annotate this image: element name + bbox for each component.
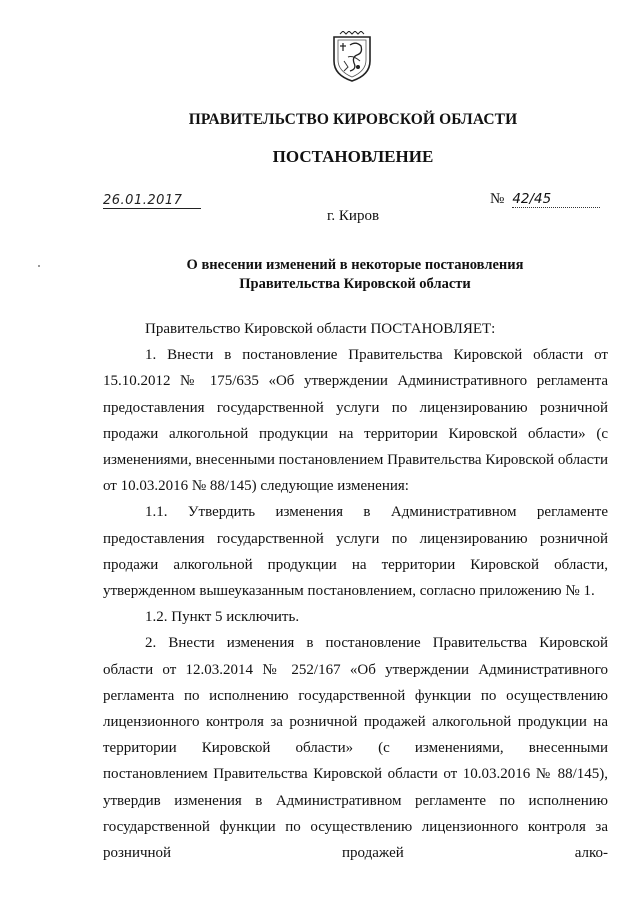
subject-line-2: Правительства Кировской области bbox=[239, 276, 471, 292]
document-number: 42/45 bbox=[512, 191, 600, 208]
number-sign: № bbox=[490, 191, 505, 207]
paragraph-1-1: 1.1. Утвердить изменения в Административном регламенте предоставления государственной услуги по лицензированию розничной продажи алкогольной продукции на территории Кировской области, утвержденном вышеуказанным постановлением, согласно приложению № 1. bbox=[103, 504, 608, 600]
document-date: 26.01.2017 bbox=[103, 193, 201, 209]
government-title: ПРАВИТЕЛЬСТВО КИРОВСКОЙ ОБЛАСТИ bbox=[188, 111, 518, 128]
paragraph-2: 2. Внести изменения в постановление Правительства Кировской области от 12.03.2014 № 252/167 «Об утверждении Административного регламента по исполнению государственной функции по осуществлению лицензионного контроля за розничной продажей алкогольной продукции на территории Кировской области» (с изменениями, внесенными постановлением Правительства Кировской области от 10.03.2016 № 88/145), утвердив изменения в Административном регламенте по исполнению государственной функции по осуществлению лицензионного контроля за розничной продажей алко- bbox=[103, 635, 608, 862]
kirov-oblast-coat-of-arms-icon bbox=[330, 31, 374, 83]
document-type-title: ПОСТАНОВЛЕНИЕ bbox=[272, 147, 434, 166]
document-subject bbox=[0, 256, 640, 294]
document-number-block bbox=[490, 191, 600, 208]
subject-line-1: О внесении изменений в некоторые постановления bbox=[186, 257, 524, 273]
document-body bbox=[103, 316, 608, 866]
paragraph-1: 1. Внести в постановление Правительства Кировской области от 15.10.2012 № 175/635 «Об утверждении Административного регламента предоставления государственной услуги по лицензированию розничной продажи алкогольной продукции на территории Кировской области» (с изменениями, внесенными постановлением Правительства Кировской области от 10.03.2016 № 88/145) следующие изменения: bbox=[103, 347, 608, 495]
scan-speck bbox=[38, 265, 40, 267]
body-intro: Правительство Кировской области ПОСТАНОВЛЯЕТ: bbox=[145, 321, 496, 337]
document-city: г. Киров bbox=[326, 208, 380, 224]
paragraph-1-2: 1.2. Пункт 5 исключить. bbox=[145, 609, 300, 626]
